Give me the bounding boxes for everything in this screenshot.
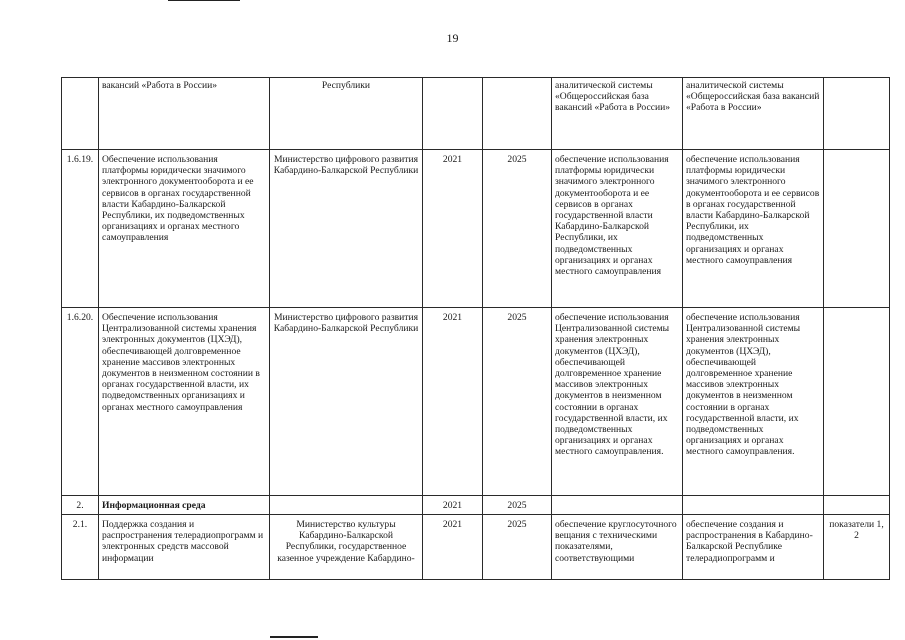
- activities-table: [61, 77, 890, 580]
- start-year: 2021: [423, 496, 483, 515]
- section-title: Информационная среда: [99, 496, 270, 515]
- executor: Министерство цифрового развития Кабардино-Балкарской Республики: [270, 308, 423, 496]
- start-year: 2021: [423, 150, 483, 308]
- expected-result: [552, 496, 683, 515]
- activity-name: Обеспечение использования Централизованной системы хранения электронных документов (ЦХЭД), обеспечивающей долговременное хранение массивов электронных документов в неизменном состоянии в органах государственной власти, их подведомственных организациях и органах местного самоуправления: [99, 308, 270, 496]
- effect: аналитической системы «Общероссийская база вакансий «Работа в России»: [683, 78, 824, 150]
- table-row: [62, 515, 890, 580]
- expected-result: аналитической системы «Общероссийская база вакансий «Работа в России»: [552, 78, 683, 150]
- effect: обеспечение создания и распространения в Кабардино-Балкарской Республике телерадиопрограмм и: [683, 515, 824, 580]
- table-row: [62, 496, 890, 515]
- start-year: 2021: [423, 515, 483, 580]
- table-row: [62, 78, 890, 150]
- expected-result: обеспечение использования Централизованной системы хранения электронных документов (ЦХЭД), обеспечивающей долговременное хранение массивов электронных документов в неизменном состоянии в органах государственной власти, их подведомственных организациях и органах местного самоуправления.: [552, 308, 683, 496]
- end-year: 2025: [483, 515, 552, 580]
- row-number: 2.1.: [62, 515, 99, 580]
- indicator: [824, 308, 890, 496]
- page-number: 19: [446, 31, 459, 45]
- indicator: показатели 1, 2: [824, 515, 890, 580]
- table-row: [62, 150, 890, 308]
- indicator: [824, 496, 890, 515]
- end-year: 2025: [483, 496, 552, 515]
- executor: Министерство культуры Кабардино-Балкарской Республики, государственное казенное учреждение Кабардино-: [270, 515, 423, 580]
- activity-name: Обеспечение использования платформы юридически значимого электронного документооборота и ее сервисов в органах государственной власти Кабардино-Балкарской Республики, их подведомственных организациях и органах местного самоуправления: [99, 150, 270, 308]
- indicator: [824, 150, 890, 308]
- effect: [683, 496, 824, 515]
- expected-result: обеспечение использования платформы юридически значимого электронного документооборота и ее сервисов в органах государственной власти Кабардино-Балкарской Республики, их подведомственных организациях и органах местного самоуправления: [552, 150, 683, 308]
- start-year: [423, 78, 483, 150]
- end-year: [483, 78, 552, 150]
- scan-artifact-top: [168, 0, 240, 1]
- executor: [270, 496, 423, 515]
- end-year: 2025: [483, 150, 552, 308]
- activity-name: вакансий «Работа в России»: [99, 78, 270, 150]
- row-number: 1.6.19.: [62, 150, 99, 308]
- end-year: 2025: [483, 308, 552, 496]
- indicator: [824, 78, 890, 150]
- row-number: 2.: [62, 496, 99, 515]
- executor: Министерство цифрового развития Кабардино-Балкарской Республики: [270, 150, 423, 308]
- executor: Республики: [270, 78, 423, 150]
- row-number: [62, 78, 99, 150]
- start-year: 2021: [423, 308, 483, 496]
- activity-name: Поддержка создания и распространения телерадиопрограмм и электронных средств массовой информации: [99, 515, 270, 580]
- row-number: 1.6.20.: [62, 308, 99, 496]
- effect: обеспечение использования платформы юридически значимого электронного документооборота и ее сервисов в органах государственной власти Кабардино-Балкарской Республики, их подведомственных организациях и органах местного самоуправления: [683, 150, 824, 308]
- effect: обеспечение использования Централизованной системы хранения электронных документов (ЦХЭД), обеспечивающей долговременное хранение массивов электронных документов в неизменном состоянии в органах государственной власти, их подведомственных организациях и органах местного самоуправления.: [683, 308, 824, 496]
- scan-artifact-bottom: [270, 636, 318, 638]
- table-row: [62, 308, 890, 496]
- expected-result: обеспечение круглосуточного вещания с техническими показателями, соответствующими: [552, 515, 683, 580]
